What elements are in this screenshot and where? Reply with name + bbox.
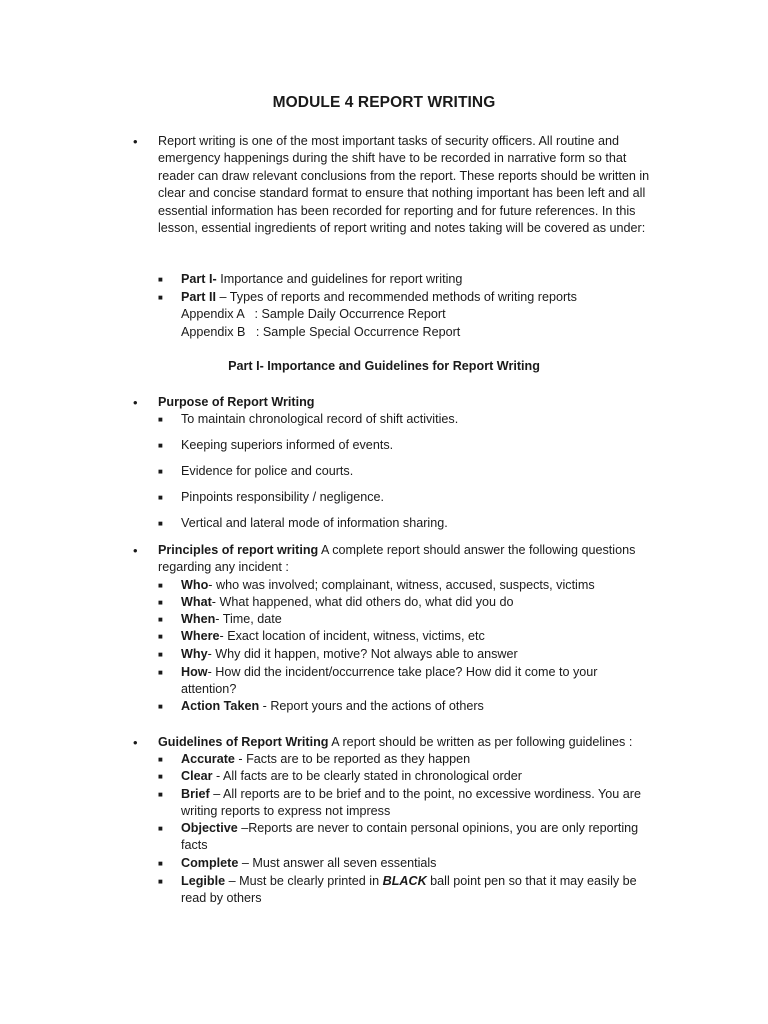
guidelines-intro: A report should be written as per following guidelines : (328, 735, 633, 749)
appendix-a: Appendix A : Sample Daily Occurrence Report (181, 307, 446, 321)
item-text: – All reports are to be brief and to the point, no excessive wordiness. You are writing reports to express not impress (181, 787, 641, 819)
list-item (181, 698, 651, 715)
item-text: – Must answer all seven essentials (238, 856, 437, 870)
list-item (181, 577, 651, 594)
square-bullet-icon: ■ (158, 493, 163, 502)
square-bullet-icon: ■ (158, 668, 163, 677)
item-label: Accurate (181, 752, 235, 766)
item-text: – Must be clearly printed in (225, 874, 383, 888)
item-text: - All facts are to be clearly stated in chronological order (212, 769, 522, 783)
square-bullet-icon: ■ (158, 790, 163, 799)
item-text: - Exact location of incident, witness, victims, etc (219, 629, 485, 643)
list-item (181, 855, 651, 872)
list-item (181, 873, 641, 908)
list-item (181, 628, 651, 645)
square-bullet-icon: ■ (158, 772, 163, 781)
intro-paragraph: Report writing is one of the most important tasks of security officers. All routine and emergency happenings during the shift have to be recorded in narrative form so that reader can draw relevant conclusions from the report. These reports should be written in clear and concise standard format to ensure that nothing important has been left and all essential information has been recorded for reporting and for future references. In this lesson, essential ingredients of report writing and notes taking will be covered as under: (158, 134, 650, 236)
item-text: - What happened, what did others do, what did you do (211, 595, 514, 609)
emphasis-text: BLACK (382, 874, 427, 888)
part-label: Part I- (181, 272, 217, 286)
item-label: Why (181, 647, 208, 661)
square-bullet-icon: ■ (158, 581, 163, 590)
list-item (181, 768, 651, 785)
page-title: MODULE 4 REPORT WRITING (272, 94, 496, 111)
list-item (181, 820, 647, 855)
list-item: To maintain chronological record of shift activities. (181, 412, 459, 426)
item-label: What (181, 595, 212, 609)
list-item (181, 786, 647, 821)
list-item (181, 611, 651, 628)
part-item (181, 289, 651, 306)
square-bullet-icon: ■ (158, 275, 163, 284)
list-item (181, 751, 651, 768)
item-label: Objective (181, 821, 238, 835)
list-item: Keeping superiors informed of events. (181, 438, 394, 452)
item-text: ball point pen so that it may easily be read by others (181, 874, 637, 906)
appendix-b: Appendix B : Sample Special Occurrence Report (181, 325, 461, 339)
item-label: When (181, 612, 216, 626)
square-bullet-icon: ■ (158, 755, 163, 764)
list-item: Evidence for police and courts. (181, 464, 354, 478)
item-text: - Time, date (215, 612, 282, 626)
principles-intro: A complete report should answer the following questions regarding any incident : (158, 543, 636, 575)
principles-heading: Principles of report writing (158, 543, 319, 557)
item-label: Complete (181, 856, 239, 870)
square-bullet-icon: ■ (158, 293, 163, 302)
list-item (181, 646, 651, 663)
bullet-icon: • (133, 134, 138, 149)
item-text: –Reports are never to contain personal opinions, you are only reporting facts (181, 821, 639, 853)
item-text: - Report yours and the actions of others (259, 699, 484, 713)
section-heading: Part I- Importance and Guidelines for Report Writing (228, 359, 540, 373)
item-label: Who (181, 578, 209, 592)
part-text: Importance and guidelines for report writing (216, 272, 463, 286)
item-text: - How did the incident/occurrence take place? How did it come to your attention? (181, 665, 598, 697)
square-bullet-icon: ■ (158, 598, 163, 607)
part-text: – Types of reports and recommended methods of writing reports (216, 290, 577, 304)
square-bullet-icon: ■ (158, 702, 163, 711)
square-bullet-icon: ■ (158, 467, 163, 476)
principles-paragraph (158, 542, 648, 577)
bullet-icon: • (133, 735, 138, 750)
square-bullet-icon: ■ (158, 615, 163, 624)
item-label: Legible (181, 874, 226, 888)
item-label: How (181, 665, 208, 679)
item-label: Brief (181, 787, 210, 801)
square-bullet-icon: ■ (158, 824, 163, 833)
purpose-heading-text: Purpose of Report Writing (158, 395, 315, 409)
list-item (181, 664, 621, 699)
item-text: - Why did it happen, motive? Not always able to answer (207, 647, 518, 661)
square-bullet-icon: ■ (158, 415, 163, 424)
list-item (181, 594, 651, 611)
guidelines-paragraph (158, 734, 658, 751)
part-label: Part II (181, 290, 216, 304)
part-item (181, 271, 651, 288)
square-bullet-icon: ■ (158, 441, 163, 450)
square-bullet-icon: ■ (158, 650, 163, 659)
list-item: Vertical and lateral mode of information sharing. (181, 516, 448, 530)
square-bullet-icon: ■ (158, 632, 163, 641)
square-bullet-icon: ■ (158, 519, 163, 528)
square-bullet-icon: ■ (158, 859, 163, 868)
purpose-heading (158, 394, 658, 411)
list-item: Pinpoints responsibility / negligence. (181, 490, 385, 504)
bullet-icon: • (133, 543, 138, 558)
item-label: Action Taken (181, 699, 260, 713)
guidelines-heading: Guidelines of Report Writing (158, 735, 329, 749)
item-text: - who was involved; complainant, witness, accused, suspects, victims (208, 578, 595, 592)
item-text: - Facts are to be reported as they happen (234, 752, 471, 766)
item-label: Where (181, 629, 220, 643)
bullet-icon: • (133, 395, 138, 410)
item-label: Clear (181, 769, 213, 783)
square-bullet-icon: ■ (158, 877, 163, 886)
